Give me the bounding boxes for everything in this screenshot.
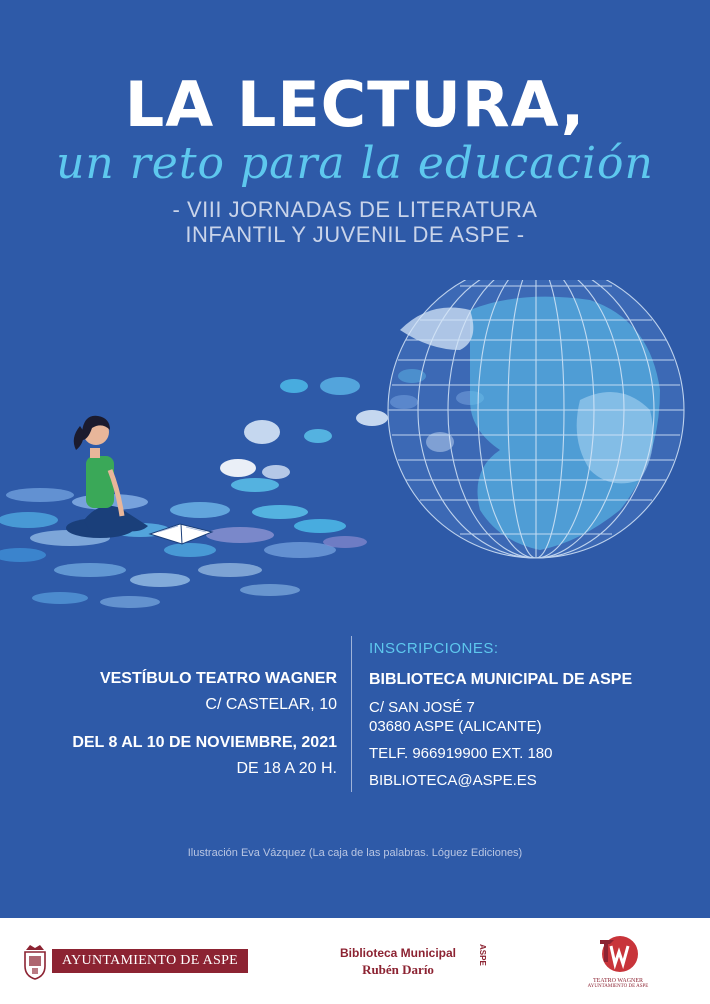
page-title: LA LECTURA, — [124, 68, 586, 141]
library-phone: TELF. 966919900 EXT. 180 — [369, 745, 553, 762]
biblioteca-logo — [340, 946, 456, 978]
inscripciones-heading: INSCRIPCIONES: — [369, 640, 499, 657]
teatro-line-2: AYUNTAMIENTO DE ASPE — [587, 984, 649, 989]
library-name: BIBLIOTECA MUNICIPAL DE ASPE — [369, 671, 633, 688]
jornadas-line-1: - VIII JORNADAS DE LITERATURA — [172, 197, 538, 222]
biblioteca-line-2: Rubén Darío — [362, 962, 434, 977]
page-subtitle: un reto para la educación — [56, 138, 654, 189]
event-dates: DEL 8 AL 10 DE NOVIEMBRE, 2021 — [72, 734, 337, 751]
globe-icon — [388, 280, 684, 558]
venue-name: VESTÍBULO TEATRO WAGNER — [99, 670, 337, 687]
jornadas-line-2: INFANTIL Y JUVENIL DE ASPE - — [185, 222, 525, 247]
biblioteca-side-label: ASPE — [478, 944, 487, 966]
library-city: 03680 ASPE (ALICANTE) — [369, 718, 542, 735]
ayuntamiento-logo — [22, 942, 248, 980]
teatro-logo — [583, 932, 653, 989]
inscripciones-block — [369, 640, 632, 789]
library-email[interactable]: BIBLIOTECA@ASPE.ES — [369, 772, 537, 789]
biblioteca-line-1: Biblioteca Municipal — [340, 946, 457, 960]
event-hours: DE 18 A 20 H. — [236, 760, 337, 777]
footer — [0, 918, 710, 1004]
venue-block — [72, 670, 337, 778]
girl-reading-icon — [66, 416, 148, 538]
illustration — [0, 280, 710, 620]
ayuntamiento-label: AYUNTAMIENTO DE ASPE — [52, 949, 248, 973]
coat-of-arms-icon — [22, 942, 48, 980]
column-divider — [351, 636, 352, 792]
venue-address: C/ CASTELAR, 10 — [205, 696, 337, 713]
teatro-wagner-icon — [594, 932, 642, 976]
teatro-line-1: TEATRO WAGNER — [592, 978, 644, 984]
library-street: C/ SAN JOSÉ 7 — [369, 699, 475, 716]
illustration-credit: Ilustración Eva Vázquez (La caja de las palabras. Lóguez Ediciones) — [187, 847, 523, 859]
